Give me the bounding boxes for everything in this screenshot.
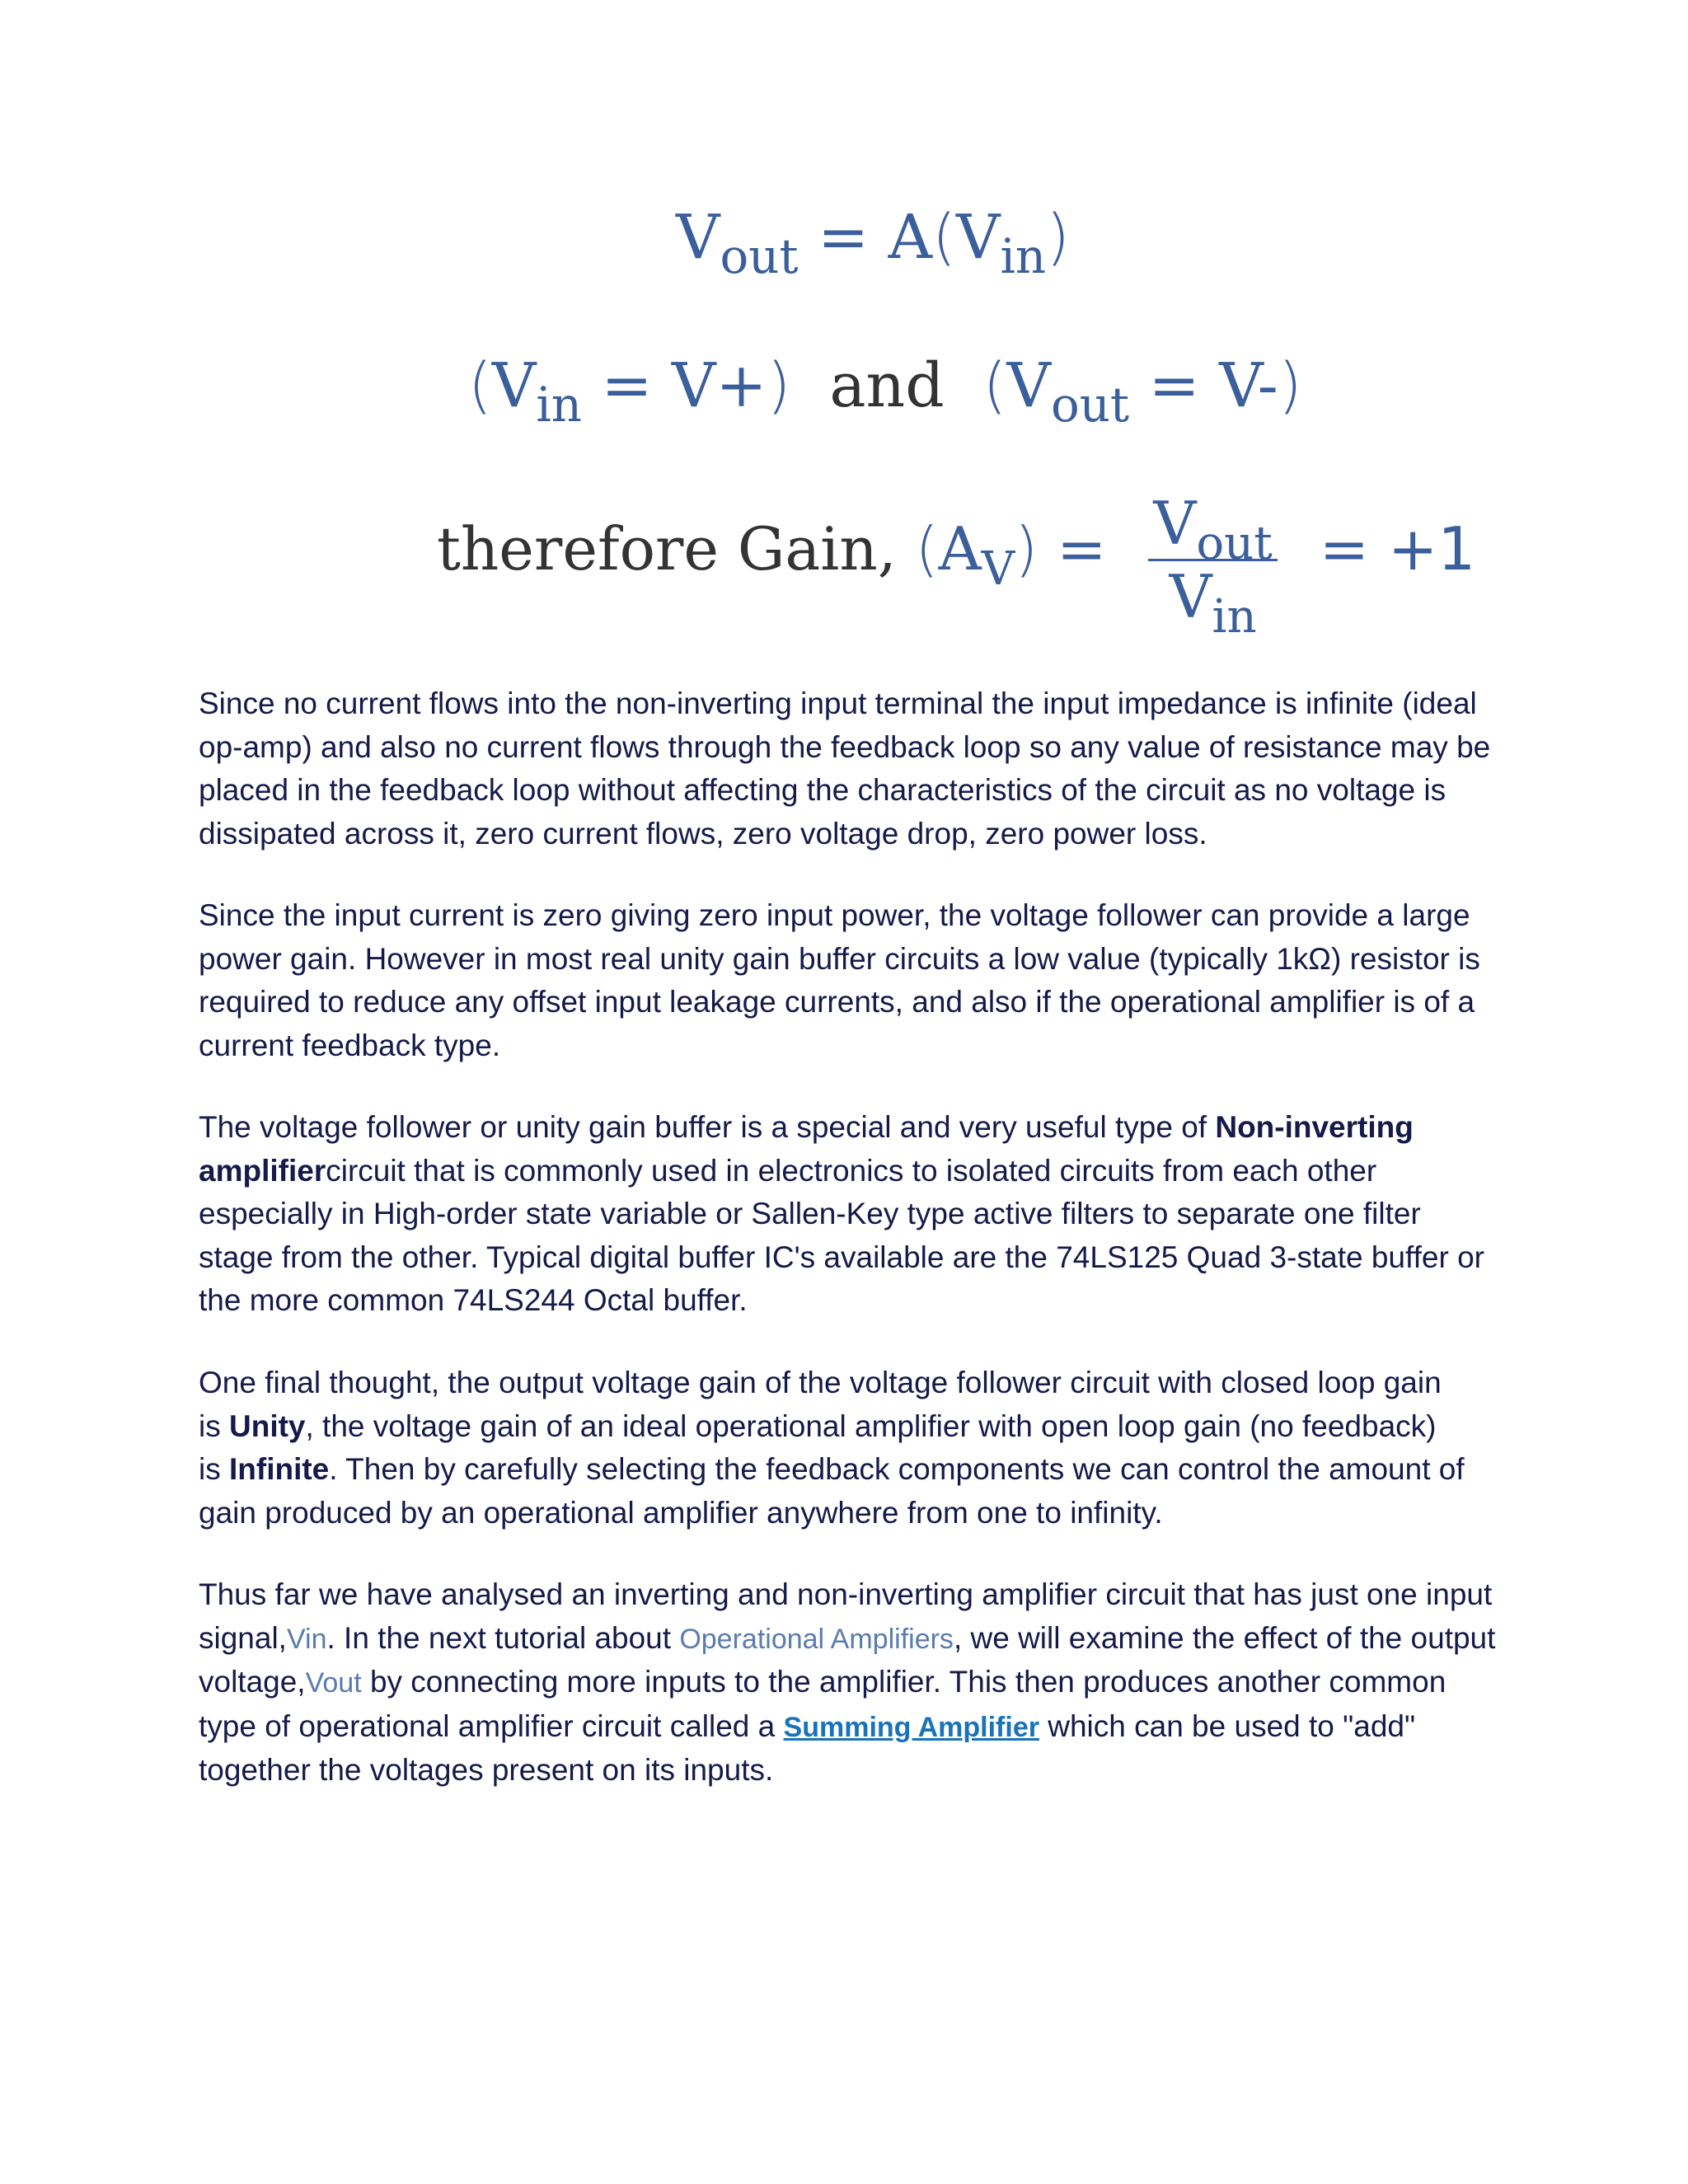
eq-symbol: V: [1169, 561, 1212, 631]
text-line: power gain. However in most real unity gain buffer circuits a low value (typically 1kΩ) resistor is: [199, 941, 1480, 976]
equation-vout-equals-a-vin: [676, 202, 1070, 285]
eq-conjunction: and: [829, 350, 945, 421]
eq-paren: (: [915, 514, 939, 584]
text-run: . Then by carefully selecting the feedback components we can control the amount of: [329, 1452, 1465, 1486]
paragraph-final-thought: [199, 1361, 1501, 1535]
vin-reference: Vin: [286, 1623, 327, 1655]
bold-term: Unity: [229, 1408, 306, 1443]
text-line: dissipated across it, zero current flows, zero voltage drop, zero power loss.: [199, 816, 1207, 851]
text-line: [199, 1150, 1501, 1193]
eq-symbol: V+: [672, 350, 767, 421]
text-run: . In the next tutorial about: [326, 1620, 680, 1655]
text-run: , we will examine the effect of the output: [953, 1620, 1496, 1655]
text-run: type of operational amplifier circuit called a: [199, 1708, 784, 1743]
bold-term: Non-inverting: [1215, 1110, 1414, 1144]
bold-term: amplifier: [199, 1153, 326, 1188]
text-line: One final thought, the output voltage gain of the voltage follower circuit with closed loop gain: [199, 1366, 1442, 1399]
text-line: [199, 1705, 1501, 1750]
text-line: stage from the other. Typical digital buffer IC's available are the 74LS125 Quad 3-state buffer or: [199, 1240, 1484, 1274]
eq-subscript: out: [1050, 377, 1130, 434]
text-line: [199, 1617, 1501, 1661]
equation-gain: [437, 486, 1476, 644]
eq-paren: ): [1046, 202, 1070, 273]
eq-symbol: V: [491, 350, 537, 421]
operational-amplifiers-reference: Operational Amplifiers: [679, 1623, 954, 1655]
bold-term: Infinite: [229, 1452, 330, 1486]
text-line: Since the input current is zero giving zero input power, the voltage follower can provide a large: [199, 898, 1470, 932]
text-run: is: [199, 1452, 229, 1486]
eq-denominator: [1148, 561, 1278, 644]
eq-subscript: out: [1196, 516, 1273, 570]
eq-subscript: in: [1000, 228, 1047, 285]
text-run: circuit that is commonly used in electronics to isolated circuits from each other: [326, 1153, 1377, 1188]
eq-operator: =: [1319, 514, 1370, 584]
paragraph-next-tutorial: [199, 1573, 1501, 1793]
text-line: [199, 1106, 1501, 1150]
eq-operator: =: [818, 202, 870, 273]
eq-subscript: V: [981, 542, 1015, 597]
text-line: current feedback type.: [199, 1028, 501, 1062]
eq-numerator: [1148, 489, 1278, 570]
text-line: placed in the feedback loop without affecting the characteristics of the circuit as no voltage is: [199, 773, 1447, 807]
text-line: Thus far we have analysed an inverting and non-inverting amplifier circuit that has just one input: [199, 1577, 1493, 1611]
eq-paren: ): [1278, 350, 1302, 421]
text-line: Since no current flows into the non-inverting input terminal the input impedance is infinite (ideal: [199, 687, 1477, 720]
text-run: The voltage follower or unity gain buffer is a special and very useful type of: [199, 1110, 1216, 1144]
text-line: [199, 1405, 1501, 1449]
eq-symbol: V: [1153, 489, 1197, 558]
eq-operator: =: [1148, 350, 1200, 421]
eq-subscript: in: [536, 377, 582, 434]
eq-paren: (: [468, 350, 492, 421]
text-run: is: [199, 1408, 229, 1443]
eq-symbol: A: [938, 514, 982, 584]
eq-symbol: V-: [1219, 350, 1278, 421]
eq-fraction: [1148, 489, 1278, 644]
eq-result: +1: [1387, 514, 1476, 584]
text-line: especially in High-order state variable or Sallen-Key type active filters to separate one filter: [199, 1197, 1421, 1230]
eq-paren: (: [932, 202, 956, 273]
eq-subscript: in: [1212, 589, 1257, 644]
text-line: required to reduce any offset input leakage currents, and also if the operational amplifier is of a: [199, 985, 1475, 1019]
equation-vin-vout-definitions: [468, 350, 1302, 434]
paragraph-input-impedance: [199, 682, 1501, 855]
eq-operator: =: [1057, 514, 1107, 584]
eq-symbol: V: [676, 202, 720, 273]
eq-text: therefore Gain,: [437, 514, 897, 584]
text-run: signal,: [199, 1620, 287, 1655]
text-run: by connecting more inputs to the amplifier. This then produces another common: [361, 1665, 1447, 1699]
text-line: op-amp) and also no current flows through the feedback loop so any value of resistance may be: [199, 729, 1491, 764]
paragraph-unity-gain-buffer: [199, 1106, 1501, 1323]
text-line: together the voltages present on its inputs.: [199, 1753, 774, 1787]
paragraph-power-gain: [199, 894, 1501, 1067]
eq-paren: ): [1015, 514, 1039, 584]
eq-subscript: out: [720, 228, 799, 285]
eq-paren: ): [767, 350, 791, 421]
text-line: gain produced by an operational amplifier anywhere from one to infinity.: [199, 1495, 1163, 1530]
eq-paren: (: [982, 350, 1007, 421]
text-run: , the voltage gain of an ideal operational amplifier with open loop gain (no feedback): [305, 1408, 1437, 1443]
text-run: which can be used to "add": [1039, 1708, 1416, 1743]
text-line: [199, 1661, 1501, 1705]
text-line: [199, 1448, 1501, 1492]
summing-amplifier-link[interactable]: Summing Amplifier: [783, 1711, 1039, 1743]
eq-symbol: A: [888, 202, 933, 273]
eq-symbol: V: [955, 202, 1001, 273]
text-line: the more common 74LS244 Octal buffer.: [199, 1283, 748, 1317]
eq-operator: =: [601, 350, 653, 421]
text-run: voltage,: [199, 1665, 306, 1699]
eq-symbol: V: [1006, 350, 1051, 421]
vout-reference: Vout: [305, 1667, 362, 1699]
